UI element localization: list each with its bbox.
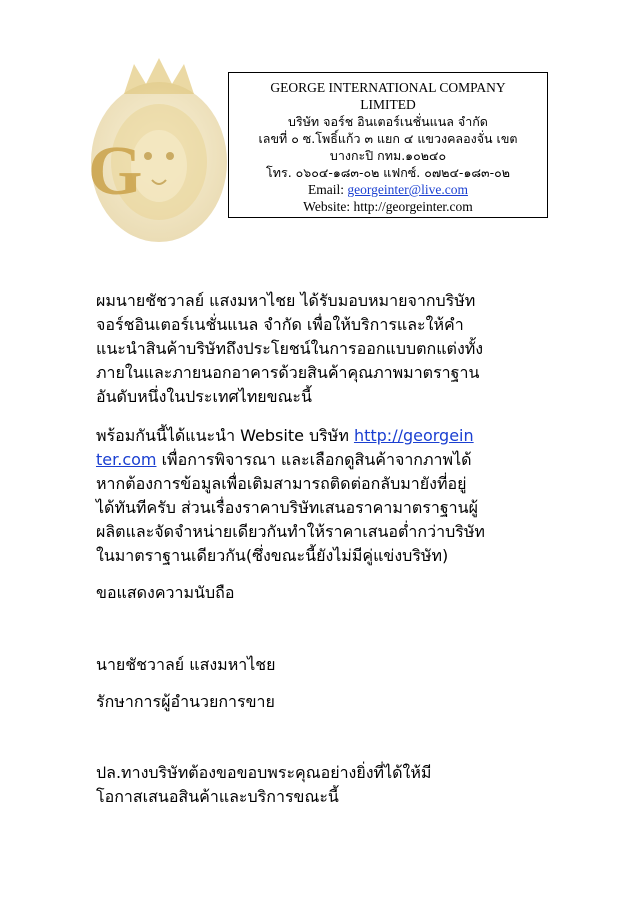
website-label: Website: [303,199,354,214]
phone-fax: โทร. ๐๖๐๔-๑๘๓-๐๒ แฟกซ์. ๐๗๒๔-๑๘๓-๐๒ [266,165,510,180]
intro-line-5: อันดับหนึ่งในประเทศไทยขณะนี้ [96,387,312,406]
address-line-2: บางกะปิ กทม.๑๐๒๔๐ [329,148,447,163]
intro-line-1: ผมนายชัชวาลย์ แสงมหาไชย ได้รับมอบหมายจากบริษัท [96,291,476,310]
letterhead-box [228,72,548,218]
website-line-6: ในมาตราฐานเดียวกัน(ซึ่งขณะนี้ยังไม่มีคู่แข่งบริษัท) [96,546,449,565]
signer-title: รักษาการผู้อำนวยการขาย [96,692,275,711]
website-link-part-2[interactable]: ter.com [96,450,157,469]
svg-text:G: G [88,133,143,210]
postscript [96,761,546,809]
website-text[interactable]: http://georgeinter.com [353,199,473,214]
postscript-line-2: โอกาสเสนอสินค้าและบริการขณะนี้ [96,787,339,806]
intro-line-4: ภายในและภายนอกอาคารด้วยสินค้าคุณภาพมาตราฐาน [96,363,480,382]
website-line-5: ผลิตและจัดจำหน่ายเดียวกันทำให้ราคาเสนอต่ำกว่าบริษัท [96,522,485,541]
website-line-4: ได้ทันทีครับ ส่วนเรื่องราคาบริษัทเสนอราคามาตราฐานผู้ [96,498,478,517]
paragraph-website [96,424,546,568]
postscript-line-1: ปล.ทางบริษัทต้องขอขอบพระคุณอย่างยิ่งที่ได้ให้มี [96,763,432,782]
paragraph-intro [96,289,546,409]
email-link[interactable]: georgeinter@live.com [347,182,468,197]
intro-line-2: จอร์ชอินเตอร์เนชั่นแนล จำกัด เพื่อให้บริการและให้คำ [96,315,464,334]
address-line-1: เลขที่ ๐ ซ.โพธิ์แก้ว ๓ แยก ๔ แขวงคลองจั่น เขต [258,131,518,146]
company-name-th: บริษัท จอร์ช อินเตอร์เนชั่นแนล จำกัด [288,114,488,129]
website-line-3: หากต้องการข้อมูลเพื่อเติมสามารถติดต่อกลับมายังที่อยู่ [96,474,467,493]
website-line-1 [96,424,546,448]
website-line [235,198,541,215]
email-line [235,181,541,198]
website-intro-text: พร้อมกันนี้ได้แนะนำ Website บริษัท [96,426,354,445]
closing-text: ขอแสดงความนับถือ [96,583,235,602]
company-name-en-2: LIMITED [360,97,416,112]
company-name-en: GEORGE INTERNATIONAL COMPANY [270,80,506,95]
signer-name: นายชัชวาลย์ แสงมหาไชย [96,655,276,674]
website-line-2 [96,448,546,472]
website-link-part-1[interactable]: http://georgein [353,426,474,445]
company-crest-logo [84,54,234,264]
email-label: Email: [308,182,348,197]
website-line-2-text: เพื่อการพิจารณา และเลือกดูสินค้าจากภาพได้ [156,450,472,469]
intro-line-3: แนะนำสินค้าบริษัทถึงประโยชน์ในการออกแบบตกแต่งทั้ง [96,339,484,358]
